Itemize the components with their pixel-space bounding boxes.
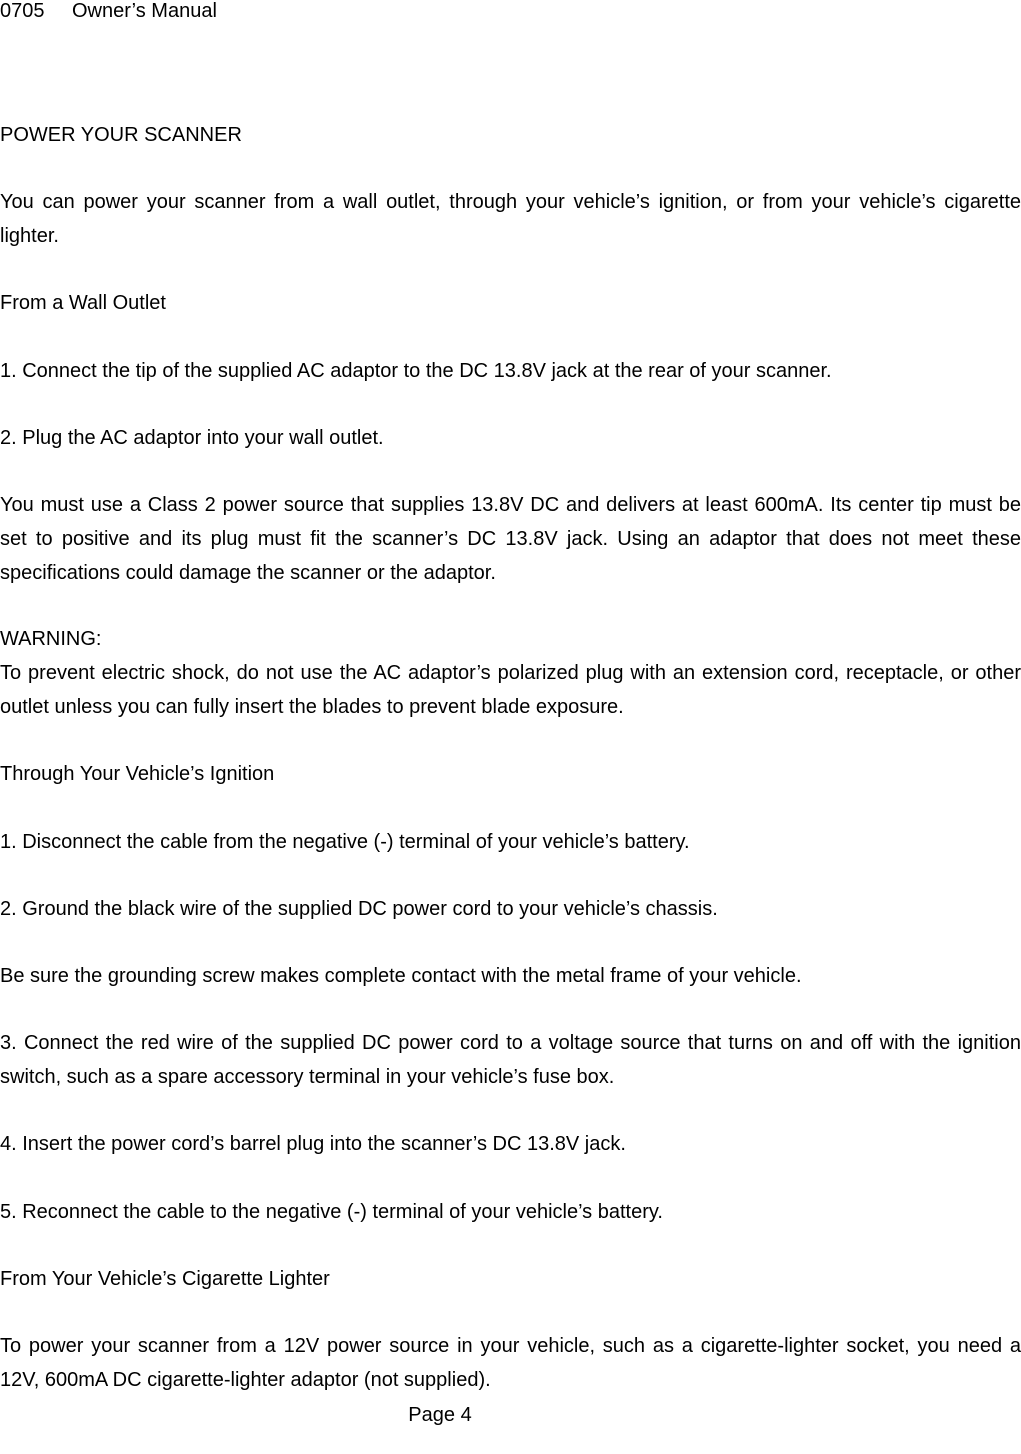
ignition-step-4: 4. Insert the power cord’s barrel plug into the scanner’s DC 13.8V jack.	[0, 1133, 626, 1155]
wall-outlet-step-2: 2. Plug the AC adaptor into your wall outlet.	[0, 427, 384, 449]
ignition-step-5: 5. Reconnect the cable to the negative (-) terminal of your vehicle’s battery.	[0, 1201, 663, 1223]
ignition-step-1: 1. Disconnect the cable from the negative (-) terminal of your vehicle’s battery.	[0, 831, 690, 853]
lighter-paragraph: To power your scanner from a 12V power source in your vehicle, such as a cigarette-lighter socket, you need a 12V, 600mA DC cigarette-lighter adaptor (not supplied).	[0, 1335, 1021, 1391]
section-title: POWER YOUR SCANNER	[0, 124, 242, 146]
document-code: 0705	[0, 0, 45, 22]
wall-outlet-step-1: 1. Connect the tip of the supplied AC adaptor to the DC 13.8V jack at the rear of your scanner.	[0, 360, 832, 382]
page-number: Page 4	[408, 1404, 472, 1426]
power-source-note: You must use a Class 2 power source that supplies 13.8V DC and delivers at least 600mA. Its center tip must be set to positive and its plug must fit the scanner’s DC 13.8V jack. Using an adaptor that does not meet these specifications could damage the scanner or the adaptor.	[0, 494, 1021, 584]
warning-label: WARNING:	[0, 628, 102, 650]
intro-paragraph: You can power your scanner from a wall outlet, through your vehicle’s ignition, or from your vehicle’s cigarette lighter.	[0, 191, 1021, 247]
document-title: Owner’s Manual	[72, 0, 217, 22]
wall-outlet-heading: From a Wall Outlet	[0, 292, 166, 314]
warning-text: To prevent electric shock, do not use the AC adaptor’s polarized plug with an extension cord, receptacle, or other outlet unless you can fully insert the blades to prevent blade exposure.	[0, 662, 1021, 718]
page-header	[0, 0, 217, 22]
lighter-heading: From Your Vehicle’s Cigarette Lighter	[0, 1268, 330, 1290]
ignition-step-2: 2. Ground the black wire of the supplied DC power cord to your vehicle’s chassis.	[0, 898, 718, 920]
ignition-step-3: 3. Connect the red wire of the supplied DC power cord to a voltage source that turns on and off with the ignition switch, such as a spare accessory terminal in your vehicle’s fuse box.	[0, 1032, 1021, 1088]
ignition-heading: Through Your Vehicle’s Ignition	[0, 763, 275, 785]
grounding-note: Be sure the grounding screw makes complete contact with the metal frame of your vehicle.	[0, 965, 802, 987]
